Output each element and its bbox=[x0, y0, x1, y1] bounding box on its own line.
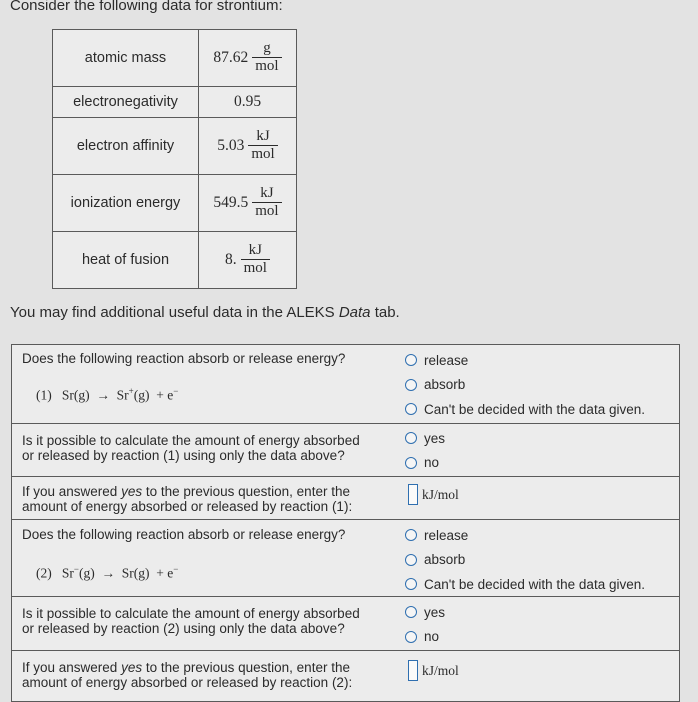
unit-numerator: kJ bbox=[256, 128, 270, 145]
data-row-electronegativity bbox=[53, 87, 297, 118]
question-row-5 bbox=[12, 596, 679, 651]
radio-button[interactable] bbox=[405, 432, 417, 444]
problem-header: Consider the following data for strontium: bbox=[10, 0, 283, 14]
option-cannot-decide[interactable]: Can't be decided with the data given. bbox=[405, 397, 645, 422]
radio-button[interactable] bbox=[405, 529, 417, 541]
radio-button[interactable] bbox=[405, 379, 417, 391]
question-text: If you answered yes to the previous question, enter the amount of energy absorbed or released by reaction (1): bbox=[22, 484, 353, 514]
data-tab-note: You may find additional useful data in the ALEKS Data tab. bbox=[10, 304, 400, 321]
question-text: Is it possible to calculate the amount of energy absorbed or released by reaction (1) using only the data above? bbox=[22, 433, 360, 463]
question-row-3 bbox=[12, 476, 679, 520]
reaction-2: (2) Sr−(g) → Sr(g) + e− bbox=[36, 564, 179, 581]
question-row-4 bbox=[12, 519, 679, 597]
unit-label: kJ/mol bbox=[422, 486, 459, 502]
question-text: Does the following reaction absorb or release energy? bbox=[22, 527, 346, 542]
option-yes[interactable]: yes bbox=[405, 600, 445, 625]
question-row-6 bbox=[12, 650, 679, 702]
energy-answer-1 bbox=[408, 484, 459, 505]
unit-label: kJ/mol bbox=[422, 662, 459, 678]
option-absorb[interactable]: absorb bbox=[405, 548, 645, 573]
data-value: 549.5 bbox=[213, 194, 249, 211]
option-release[interactable]: release bbox=[405, 348, 645, 373]
option-cannot-decide[interactable]: Can't be decided with the data given. bbox=[405, 572, 645, 597]
radio-button[interactable] bbox=[405, 457, 417, 469]
radio-button[interactable] bbox=[405, 354, 417, 366]
unit-numerator: g bbox=[263, 40, 271, 57]
data-value: 8. bbox=[225, 251, 237, 268]
energy-input-2[interactable] bbox=[408, 660, 418, 681]
data-row-atomic-mass bbox=[53, 30, 297, 87]
option-yes[interactable]: yes bbox=[405, 426, 445, 451]
data-row-ionization-energy bbox=[53, 175, 297, 232]
data-row-electron-affinity bbox=[53, 118, 297, 175]
energy-input-1[interactable] bbox=[408, 484, 418, 505]
data-label: electron affinity bbox=[53, 118, 199, 175]
question-text: If you answered yes to the previous question, enter the amount of energy absorbed or released by reaction (2): bbox=[22, 660, 353, 690]
data-value: 0.95 bbox=[233, 93, 262, 110]
reaction-2-calc-options bbox=[405, 600, 445, 649]
reaction-1-options bbox=[405, 348, 645, 422]
unit-denominator: mol bbox=[248, 145, 277, 163]
unit-fraction bbox=[248, 129, 277, 163]
question-text: Is it possible to calculate the amount of energy absorbed or released by reaction (2) using only the data above? bbox=[22, 606, 360, 636]
unit-denominator: mol bbox=[241, 259, 270, 277]
question-text: Does the following reaction absorb or release energy? bbox=[22, 351, 346, 366]
option-absorb[interactable]: absorb bbox=[405, 373, 645, 398]
question-row-2 bbox=[12, 423, 679, 477]
option-no[interactable]: no bbox=[405, 625, 445, 650]
reaction-2-options bbox=[405, 523, 645, 597]
data-row-heat-of-fusion bbox=[53, 232, 297, 289]
data-label: heat of fusion bbox=[53, 232, 199, 289]
energy-answer-2 bbox=[408, 660, 459, 681]
data-label: ionization energy bbox=[53, 175, 199, 232]
data-label: electronegativity bbox=[53, 87, 199, 118]
unit-denominator: mol bbox=[252, 202, 281, 220]
unit-denominator: mol bbox=[252, 57, 281, 75]
radio-button[interactable] bbox=[405, 554, 417, 566]
data-tab-link[interactable]: Data bbox=[338, 304, 371, 321]
radio-button[interactable] bbox=[405, 578, 417, 590]
questions-panel bbox=[11, 344, 680, 702]
question-row-1 bbox=[12, 345, 679, 423]
option-no[interactable]: no bbox=[405, 451, 445, 476]
reaction-1-calc-options bbox=[405, 426, 445, 475]
unit-numerator: kJ bbox=[260, 185, 274, 202]
radio-button[interactable] bbox=[405, 631, 417, 643]
unit-fraction bbox=[252, 41, 281, 75]
unit-fraction bbox=[252, 186, 281, 220]
data-value: 5.03 bbox=[217, 137, 245, 154]
option-release[interactable]: release bbox=[405, 523, 645, 548]
reaction-1: (1) Sr(g) → Sr+(g) + e− bbox=[36, 386, 179, 403]
radio-button[interactable] bbox=[405, 606, 417, 618]
strontium-data-table bbox=[52, 29, 297, 289]
unit-fraction bbox=[241, 243, 270, 277]
data-value: 87.62 bbox=[213, 49, 249, 66]
radio-button[interactable] bbox=[405, 403, 417, 415]
unit-numerator: kJ bbox=[248, 242, 262, 259]
data-label: atomic mass bbox=[53, 30, 199, 87]
